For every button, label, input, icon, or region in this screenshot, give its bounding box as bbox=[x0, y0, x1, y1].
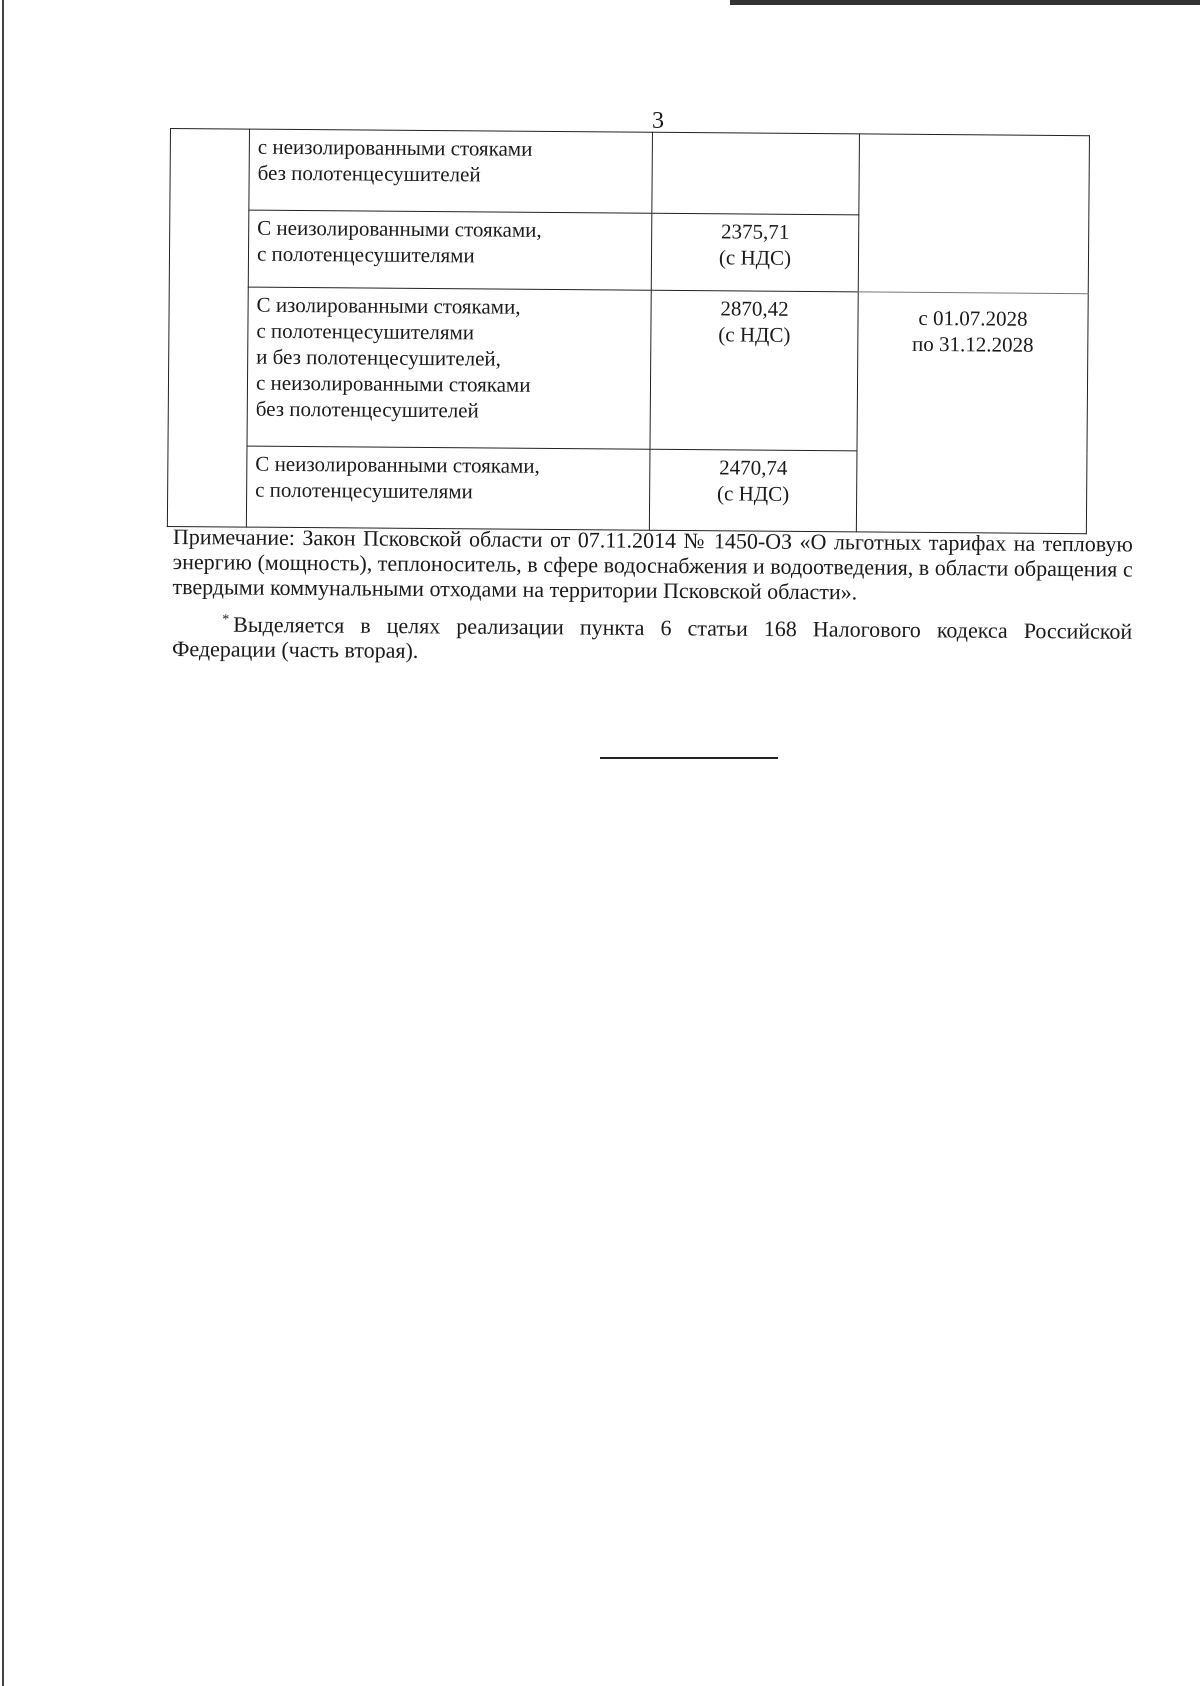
table-row bbox=[168, 286, 1088, 452]
category-line: с полотенцесушителями bbox=[256, 318, 475, 345]
blank-left-cell bbox=[167, 129, 249, 528]
tariff-table bbox=[167, 128, 1090, 534]
category-line: с неизолированными стояками bbox=[257, 134, 533, 161]
category-line: С неизолированными стояками, bbox=[257, 215, 542, 242]
tariff-cell bbox=[650, 290, 858, 451]
period-start: с 01.07.2028 bbox=[918, 305, 1028, 331]
category-line: С неизолированными стояками, bbox=[255, 451, 540, 478]
note-text: Примечание: Закон Псковской области от 07.11.2014 № 1450-ОЗ «О льготных тарифах на тепловую энергию (мощность), теплоноситель, в сфере водоснабжения и водоотведения, в области обращения с твердыми коммунальными отходами на территории Псковской области». bbox=[172, 524, 1133, 605]
tariff-value: 2470,74 bbox=[719, 455, 788, 480]
consumer-category-cell bbox=[249, 129, 653, 213]
end-rule bbox=[600, 757, 778, 759]
period-end: по 31.12.2028 bbox=[911, 331, 1034, 357]
tariff-value: 2870,42 bbox=[720, 296, 789, 321]
category-line: с неизолированными стояками bbox=[255, 370, 531, 397]
footnote-text: Выделяется в целях реализации пункта 6 статьи 168 Налогового кодекса Российской Федерации (часть вторая). bbox=[171, 611, 1133, 664]
period-cell-previous bbox=[858, 134, 1089, 294]
category-line: и без полотенцесушителей, bbox=[256, 344, 502, 371]
period-cell bbox=[856, 292, 1088, 534]
tariff-cell bbox=[649, 449, 857, 532]
tariff-vat-note: (с НДС) bbox=[718, 245, 792, 270]
tariff-value: 2375,71 bbox=[720, 219, 790, 244]
consumer-category-cell bbox=[247, 287, 651, 449]
scan-edge-left bbox=[2, 0, 4, 1686]
tariff-vat-note bbox=[661, 137, 851, 138]
consumer-category-cell bbox=[248, 210, 652, 290]
category-line: с полотенцесушителями bbox=[255, 477, 473, 504]
tariff-cell bbox=[652, 132, 860, 215]
notes-section bbox=[172, 524, 1133, 669]
tariff-value bbox=[661, 137, 851, 138]
scan-edge-top bbox=[730, 0, 1200, 5]
tariff-vat-note: (с НДС) bbox=[718, 322, 791, 347]
category-line: с полотенцесушителями bbox=[256, 241, 475, 268]
category-line: без полотенцесушителей bbox=[255, 396, 479, 423]
category-line: без полотенцесушителей bbox=[257, 160, 481, 187]
tariff-vat-note: (с НДС) bbox=[717, 481, 790, 506]
footnote-mark: * bbox=[222, 612, 230, 628]
page-number: 3 bbox=[652, 108, 664, 134]
footnote bbox=[172, 607, 1132, 669]
tariff-cell bbox=[651, 213, 859, 292]
consumer-category-cell bbox=[246, 446, 650, 530]
category-line: С изолированными стояками, bbox=[256, 292, 521, 319]
table-row bbox=[170, 129, 1090, 217]
